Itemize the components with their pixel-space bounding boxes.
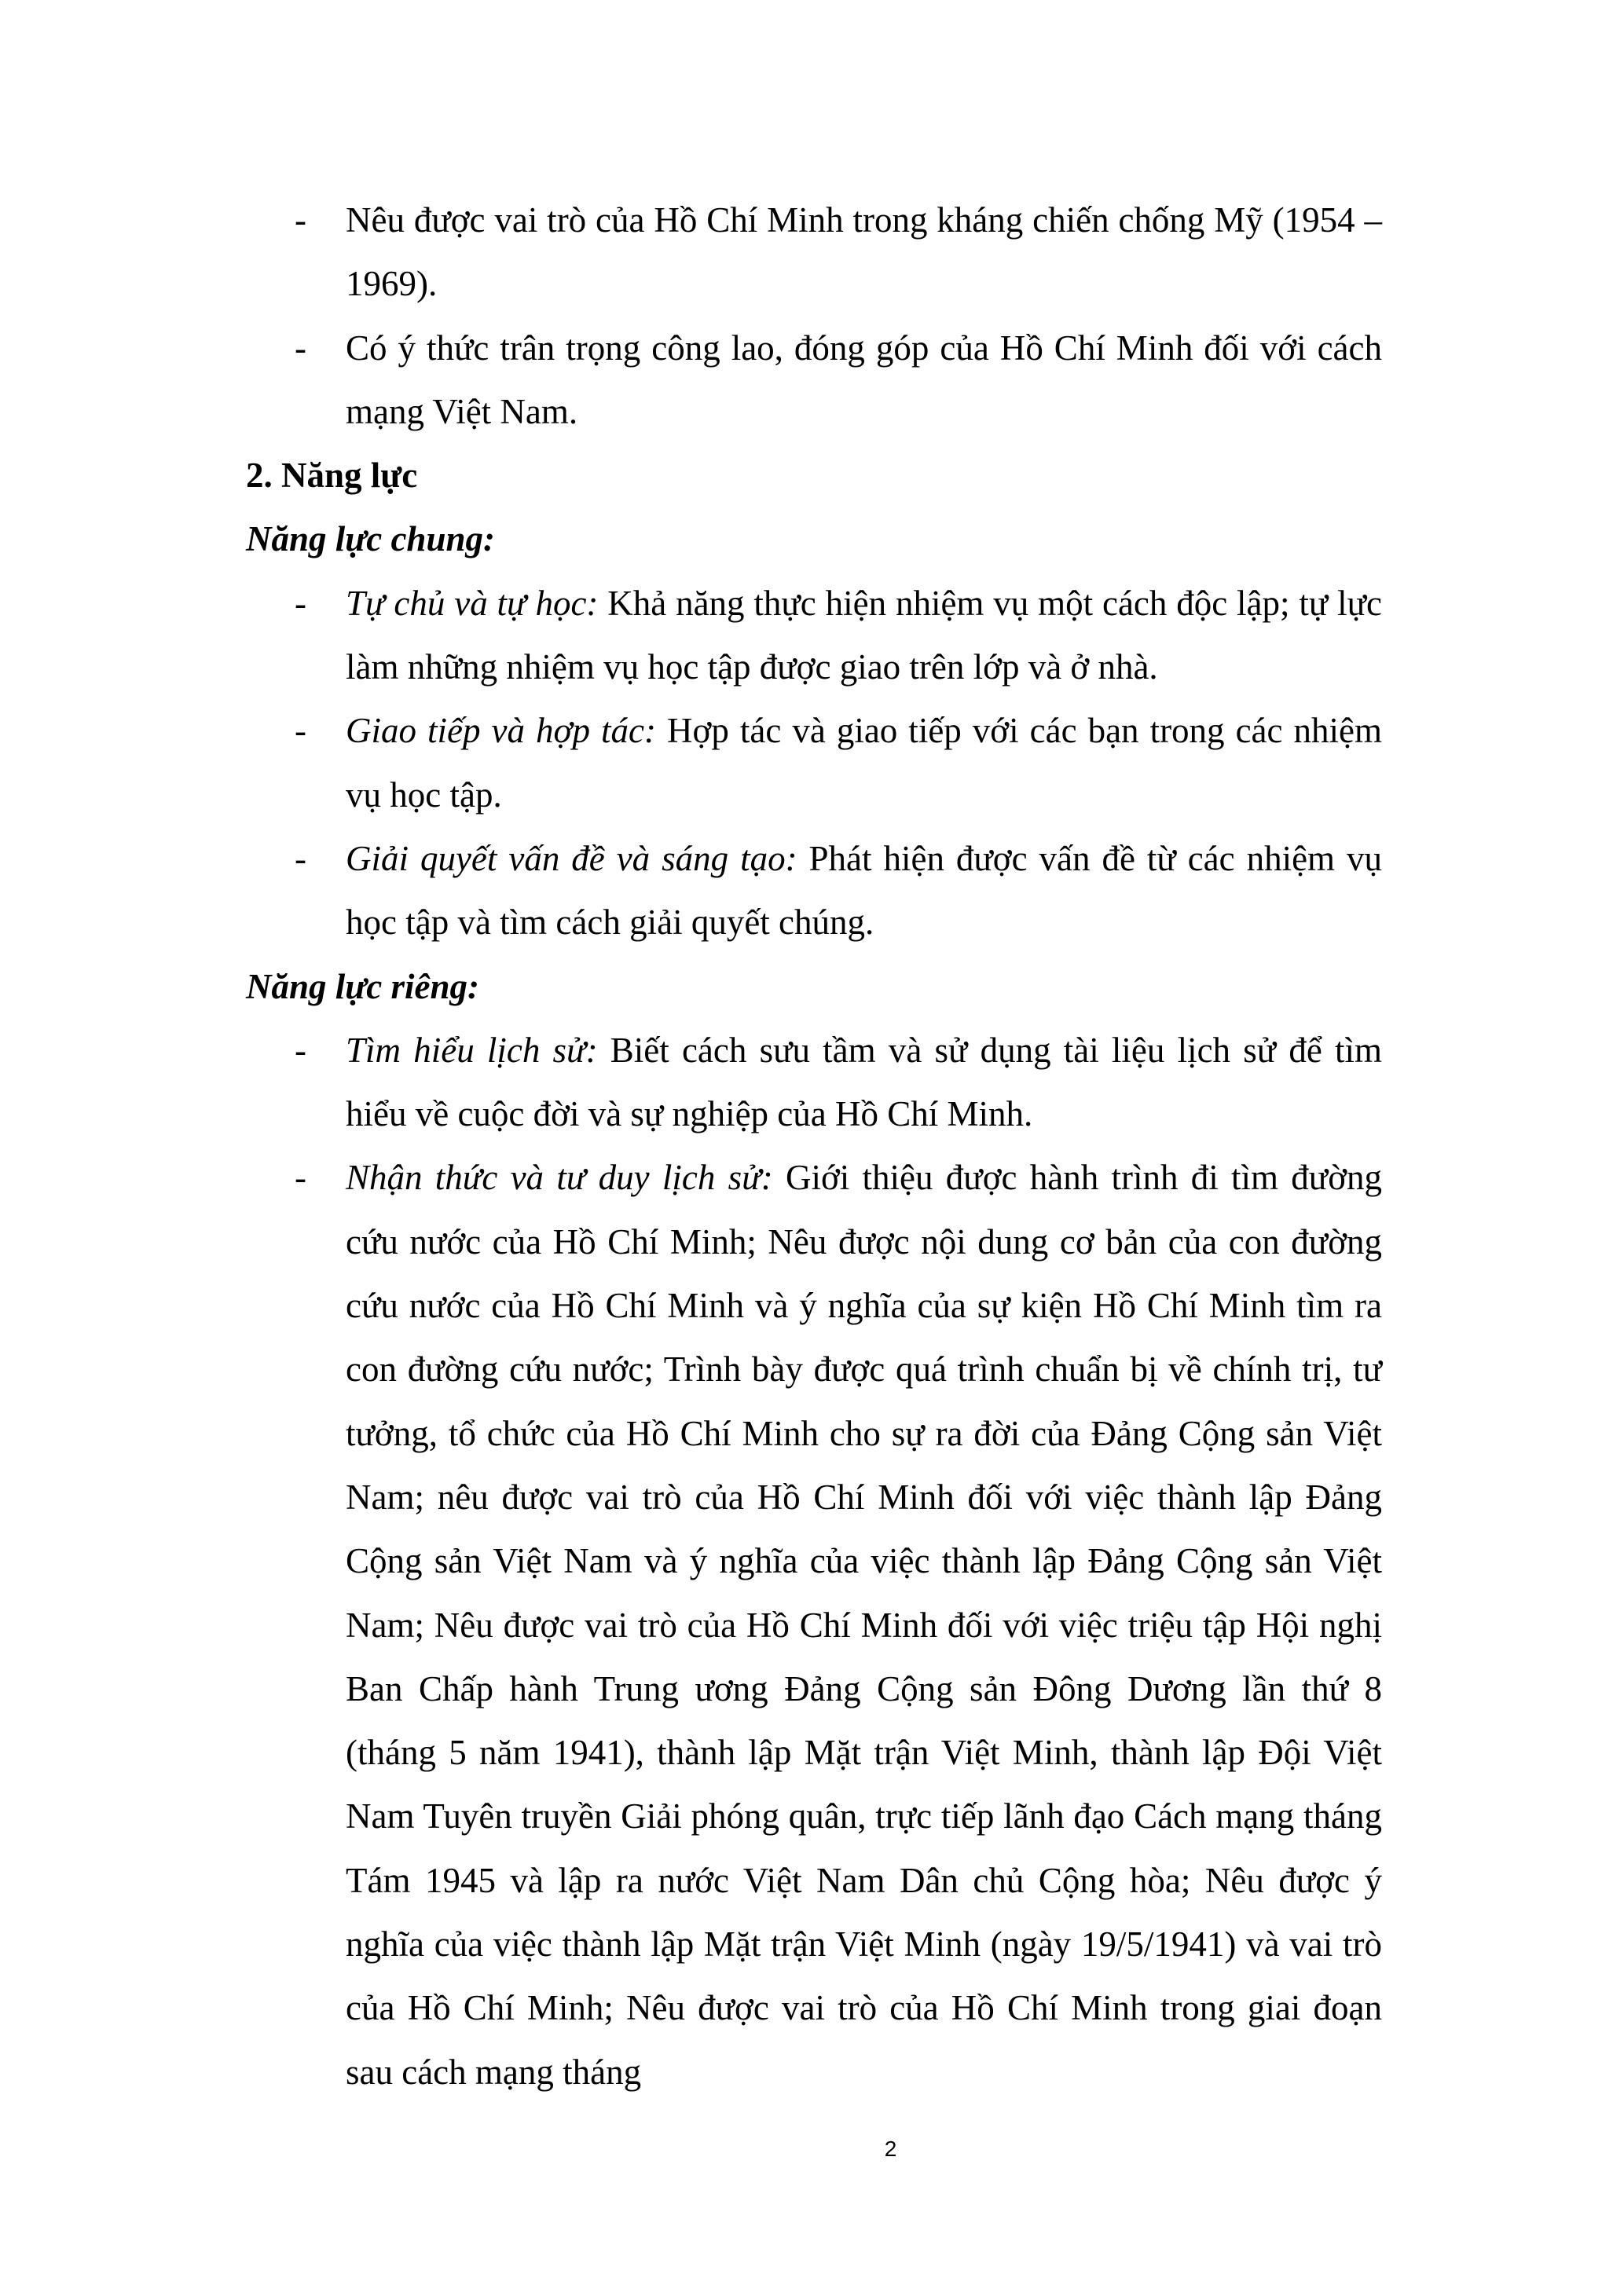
competency-term: Tự chủ và tự học: <box>346 583 599 623</box>
competency-item <box>246 827 1382 955</box>
bullet-dash: - <box>295 838 306 878</box>
bullet-dash: - <box>295 711 306 751</box>
page-number: 2 <box>884 2137 897 2161</box>
section-heading: 2. Năng lực <box>246 456 418 496</box>
bullet-dash: - <box>295 200 306 240</box>
objective-item <box>246 189 1382 317</box>
competency-term: Giải quyết vấn đề và sáng tạo: <box>346 838 797 878</box>
bullet-dash: - <box>295 1030 306 1070</box>
competency-item <box>246 699 1382 827</box>
objective-text: Nêu được vai trò của Hồ Chí Minh trong kháng chiến chống Mỹ (1954 – 1969). <box>346 200 1382 304</box>
bullet-dash: - <box>295 1158 306 1198</box>
general-competency-heading: Năng lực chung: <box>246 519 495 559</box>
objective-item <box>246 317 1382 445</box>
competency-text: Giới thiệu được hành trình đi tìm đường cứu nước của Hồ Chí Minh; Nêu được nội dung cơ bản của con đường cứu nước của Hồ Chí Minh và ý nghĩa của sự kiện Hồ Chí Minh tìm ra con đường cứu nước; Trình bày được quá trình chuẩn bị về chính trị, tư tưởng, tổ chức của Hồ Chí Minh cho sự ra đời của Đảng Cộng sản Việt Nam; nêu được vai trò của Hồ Chí Minh đối với việc thành lập Đảng Cộng sản Việt Nam và ý nghĩa của việc thành lập Đảng Cộng sản Việt Nam; Nêu được vai trò của Hồ Chí Minh đối với việc triệu tập Hội nghị Ban Chấp hành Trung ương Đảng Cộng sản Đông Dương lần thứ 8 (tháng 5 năm 1941), thành lập Mặt trận Việt Minh, thành lập Đội Việt Nam Tuyên truyền Giải phóng quân, trực tiếp lãnh đạo Cách mạng tháng Tám 1945 và lập ra nước Việt Nam Dân chủ Cộng hòa; Nêu được ý nghĩa của việc thành lập Mặt trận Việt Minh (ngày 19/5/1941) và vai trò của Hồ Chí Minh; Nêu được vai trò của Hồ Chí Minh trong giai đoạn sau cách mạng tháng <box>346 1158 1382 2092</box>
competency-item <box>246 1019 1382 1147</box>
competency-item <box>246 1146 1382 2104</box>
page-content <box>246 189 1382 2104</box>
objective-text: Có ý thức trân trọng công lao, đóng góp của Hồ Chí Minh đối với cách mạng Việt Nam. <box>346 328 1382 431</box>
competency-text: Hợp tác và giao tiếp với các bạn trong các nhiệm vụ học tập. <box>346 711 1382 815</box>
competency-term: Giao tiếp và hợp tác: <box>346 711 657 751</box>
competency-term: Tìm hiểu lịch sử: <box>346 1030 598 1070</box>
bullet-dash: - <box>295 583 306 623</box>
competency-text: Biết cách sưu tầm và sử dụng tài liệu lịch sử để tìm hiểu về cuộc đời và sự nghiệp của Hồ Chí Minh. <box>346 1030 1383 1134</box>
competency-text: Khả năng thực hiện nhiệm vụ một cách độc lập; tự lực làm những nhiệm vụ học tập được giao trên lớp và ở nhà. <box>346 583 1382 687</box>
competency-term: Nhận thức và tư duy lịch sử: <box>346 1158 773 1198</box>
competency-text: Phát hiện được vấn đề từ các nhiệm vụ học tập và tìm cách giải quyết chúng. <box>346 838 1383 943</box>
competency-item <box>246 572 1382 700</box>
specific-competency-heading: Năng lực riêng: <box>246 966 479 1006</box>
bullet-dash: - <box>295 328 306 368</box>
